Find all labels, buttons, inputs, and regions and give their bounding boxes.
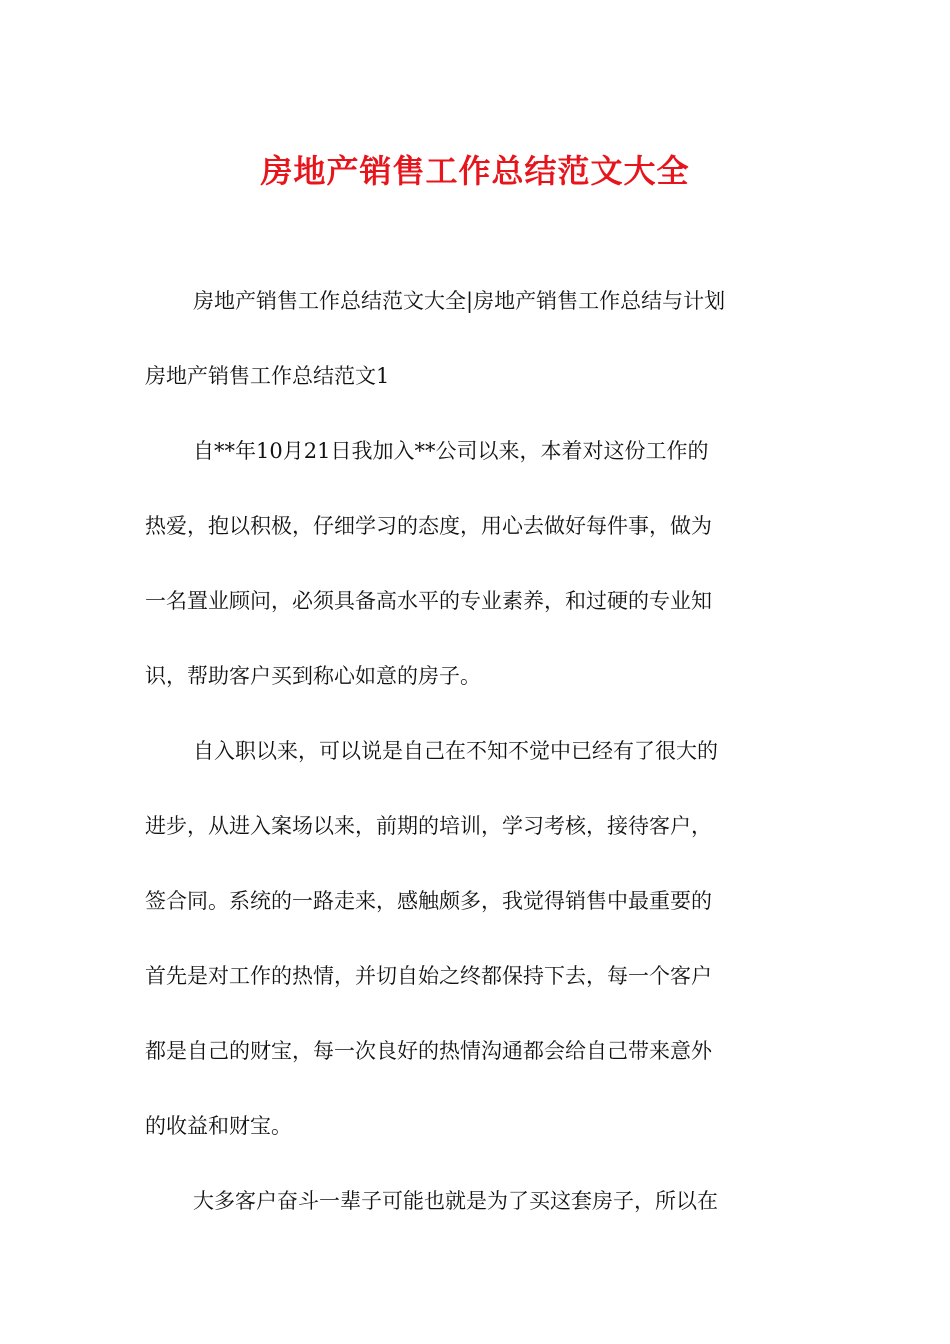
- body-line: 热爱，抱以积极，仔细学习的态度，用心去做好每件事，做为: [145, 514, 712, 538]
- body-line: 房地产销售工作总结范文1: [145, 364, 390, 388]
- body-line: 都是自己的财宝，每一次良好的热情沟通都会给自己带来意外: [145, 1039, 712, 1063]
- body-line: 自**年10月21日我加入**公司以来，本着对这份工作的: [193, 439, 709, 463]
- document-title: 房地产销售工作总结范文大全: [260, 152, 690, 190]
- body-line: 签合同。系统的一路走来，感触颇多，我觉得销售中最重要的: [145, 889, 712, 913]
- body-line: 首先是对工作的热情，并切自始之终都保持下去，每一个客户: [145, 964, 712, 988]
- body-line: 识，帮助客户买到称心如意的房子。: [145, 664, 481, 688]
- body-line: 大多客户奋斗一辈子可能也就是为了买这套房子，所以在: [193, 1189, 718, 1213]
- body-line: 房地产销售工作总结范文大全|房地产销售工作总结与计划: [193, 289, 726, 313]
- body-line: 进步，从进入案场以来，前期的培训，学习考核，接待客户，: [145, 814, 712, 838]
- body-line: 的收益和财宝。: [145, 1114, 292, 1138]
- body-line: 一名置业顾问，必须具备高水平的专业素养，和过硬的专业知: [145, 589, 712, 613]
- body-line: 自入职以来，可以说是自己在不知不觉中已经有了很大的: [193, 739, 718, 763]
